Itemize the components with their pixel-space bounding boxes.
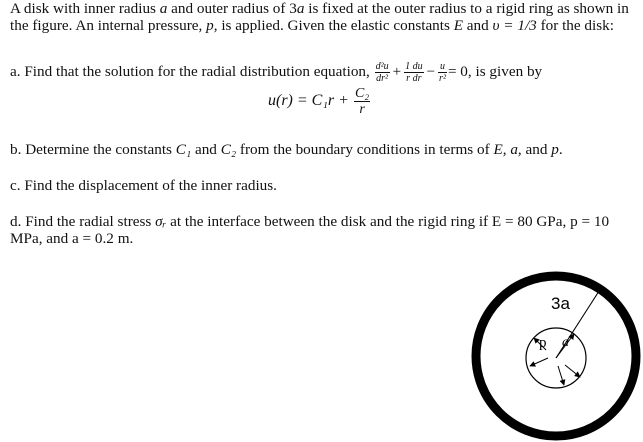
part-a-question: a. Find that the solution for the radial distribution equation, $\frac{\text{d²u}}{\text{dr²}}$ + $\frac{1 du}{\text{r dr}}$ − $\frac{u}{\text{r²}}$ = 0, is given by: [10, 61, 543, 84]
part-c-question: c. Find the displacement of the inner radius.: [10, 177, 277, 194]
problem-statement: A disk with inner radius a and outer radius of 3a is fixed at the outer radius to a rigid ring as shown in the figure. An internal pressure, p, is applied. Given the elastic constants E and υ = 1/3 for the disk:: [10, 0, 629, 34]
part-b-question: b. Determine the constants C₁ and C₂ from the boundary conditions in terms of E, a, and p.: [10, 141, 563, 158]
displacement-solution-equation: u(r) = C₁r + $\frac{\text{C₂}}{r}$: [268, 86, 370, 117]
pressure-label: p: [539, 335, 547, 351]
disk-ring-figure: [470, 266, 642, 442]
fraction-du-dr: $\frac{1 du}{\text{r dr}}$: [405, 61, 423, 84]
part-d-question: d. Find the radial stress σᵣ at the interface between the disk and the rigid ring if E = 80 GPa, p = 10 MPa, and a = 0.2 m.: [10, 213, 610, 247]
fraction-d2u-dr2: $\frac{\text{d²u}}{\text{dr²}}$: [375, 61, 389, 84]
fraction-c2-r: $\frac{\text{C₂}}{r}$: [354, 86, 370, 117]
outer-radius-label: 3a: [551, 294, 570, 313]
inner-radius-label: a: [562, 335, 569, 350]
fraction-u-r2: $\frac{u}{\text{r²}}$: [439, 61, 446, 84]
